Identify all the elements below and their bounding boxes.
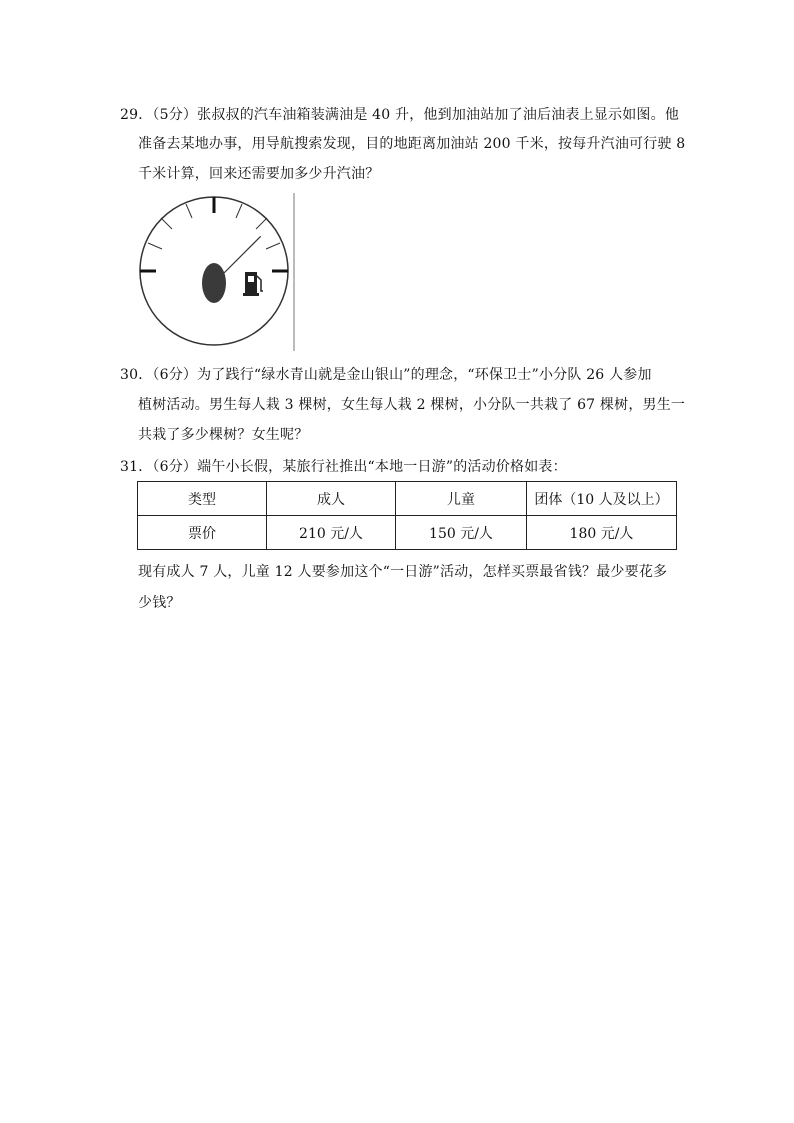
price-table: [137, 481, 677, 550]
table-cell: 180 元/人: [527, 516, 677, 550]
q30-line-2: 植树活动。男生每人栽 3 棵树，女生每人栽 2 棵树，小分队一共栽了 67 棵树，男生一: [138, 397, 686, 413]
table-header-cell: 儿童: [396, 482, 527, 516]
q30-line-1: 30．（6分）为了践行“绿水青山就是金山银山”的理念，“环保卫士”小分队 26 人参加: [120, 367, 652, 383]
q31-after-line-2: 少钱？: [138, 595, 181, 611]
table-row-label: 票价: [138, 516, 267, 550]
q30-line-3: 共栽了多少棵树？女生呢？: [138, 427, 309, 443]
table-header-row: [138, 482, 677, 516]
fuel-gauge-figure: [136, 193, 296, 353]
q29-line-1: 29．（5分）张叔叔的汽车油箱装满油是 40 升，他到加油站加了油后油表上显示如图。他: [120, 107, 680, 123]
table-header-cell: 团体（10 人及以上）: [527, 482, 677, 516]
table-row: [138, 516, 677, 550]
table-header-cell: 成人: [267, 482, 396, 516]
table-cell: 210 元/人: [267, 516, 396, 550]
q29-line-3: 千米计算，回来还需要加多少升汽油？: [138, 166, 380, 182]
gauge-hub: [202, 263, 226, 303]
fuel-gauge: [136, 193, 296, 353]
table-header-cell: 类型: [138, 482, 267, 516]
q31-after-line-1: 现有成人 7 人，儿童 12 人要参加这个“一日游”活动，怎样买票最省钱？最少要花多: [138, 564, 668, 580]
q29-line-2: 准备去某地办事，用导航搜索发现，目的地距离加油站 200 千米，按每升汽油可行驶 8: [138, 136, 686, 152]
q31-line-1: 31．（6分）端午小长假，某旅行社推出“本地一日游”的活动价格如表：: [120, 459, 567, 475]
table-cell: 150 元/人: [396, 516, 527, 550]
